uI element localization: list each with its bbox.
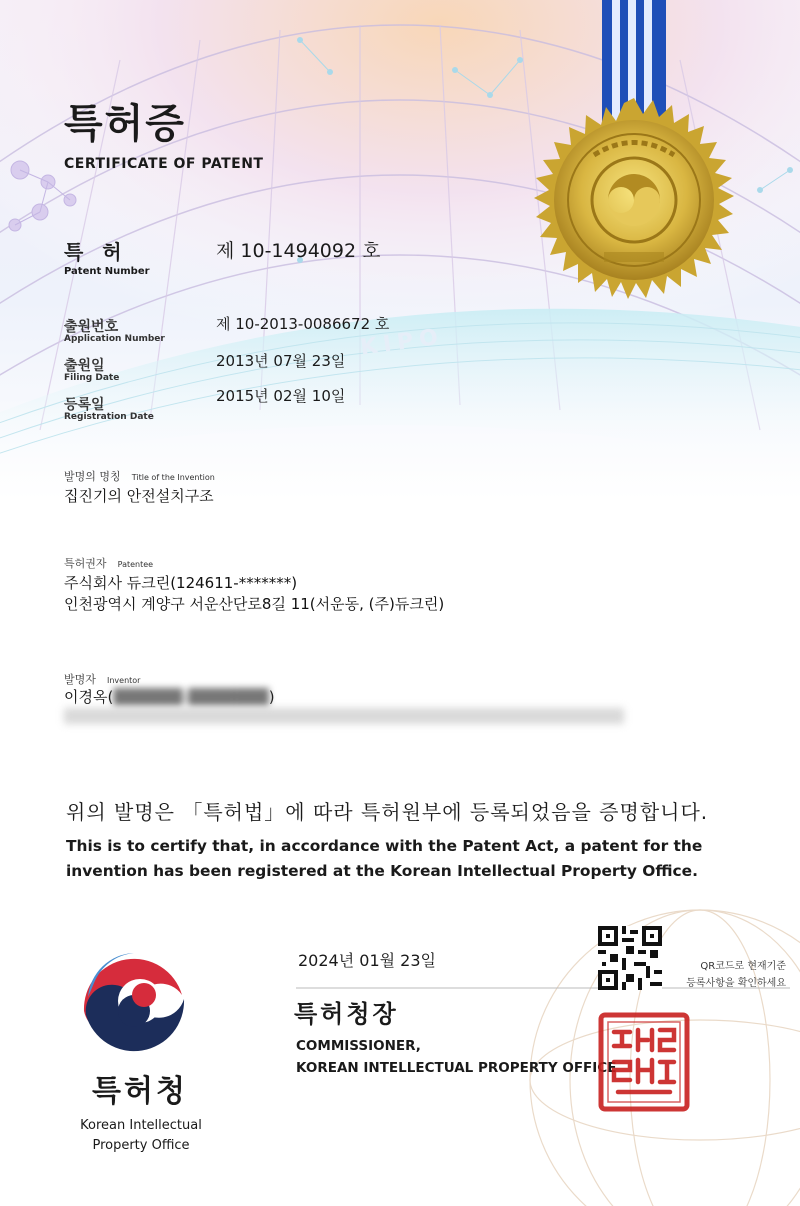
- issue-date: 2024년 01월 23일: [298, 951, 436, 970]
- official-red-stamp: [598, 1012, 690, 1112]
- certification-text-ko: 위의 발명은 「특허법」에 따라 특허원부에 등록되었음을 증명합니다.: [66, 800, 709, 824]
- office-en-line1: Korean Intellectual: [80, 1118, 202, 1133]
- filing-date-value: 2013년 07월 23일: [216, 352, 346, 370]
- commissioner-en-line1: COMMISSIONER,: [296, 1038, 421, 1054]
- qr-note: [660, 958, 786, 992]
- office-name-en: [66, 1116, 216, 1156]
- registration-date-value: 2015년 02월 10일: [216, 387, 346, 405]
- invention-label-ko: 발명의 명칭: [64, 470, 121, 483]
- inventor-label-en: Inventor: [106, 676, 141, 685]
- patentee-name: 주식회사 듀크린(124611-*******): [64, 574, 298, 592]
- invention-label: [64, 465, 215, 484]
- kipo-watermark: KIPO: [358, 324, 446, 361]
- commissioner-title-ko: 특허청장: [294, 1000, 399, 1028]
- qr-code-icon: [598, 926, 662, 990]
- certificate-title-en: CERTIFICATE OF PATENT: [64, 156, 264, 172]
- redacted-inventor-address: [64, 708, 624, 724]
- certificate-title-ko: 특허증: [64, 101, 186, 147]
- qr-note-line2: 등록사항을 확인하세요: [686, 978, 786, 989]
- application-number-value: 제 10-2013-0086672 호: [216, 315, 390, 333]
- invention-label-en: Title of the Invention: [131, 473, 215, 482]
- filing-date-label-en: Filing Date: [64, 373, 120, 383]
- patentee-label: [64, 552, 153, 571]
- certification-en-line2: invention has been registered at the Korean Intellectual Property Office.: [66, 862, 698, 880]
- redacted-inventor-id: ██████-███████: [113, 688, 269, 706]
- inventor-name: 이경옥(██████-███████): [64, 688, 275, 706]
- qr-note-line1: QR코드로 현재기준: [700, 961, 786, 972]
- seal-stamp-icon: [598, 1012, 690, 1112]
- patentee-label-en: Patentee: [117, 560, 154, 569]
- certification-text-en: [66, 834, 766, 884]
- registration-date-label-en: Registration Date: [64, 412, 154, 422]
- patent-number-label-en: Patent Number: [64, 266, 150, 277]
- invention-title: 집진기의 안전설치구조: [64, 487, 214, 505]
- office-en-line2: Property Office: [92, 1138, 190, 1153]
- inventor-label: [64, 668, 140, 687]
- certification-en-line1: This is to certify that, in accordance with the Patent Act, a patent for the: [66, 837, 703, 855]
- commissioner-en-line2: KOREAN INTELLECTUAL PROPERTY OFFICE: [296, 1060, 617, 1076]
- filing-date-label-ko: 출원일: [64, 358, 105, 374]
- patent-number-label-ko: 특 허: [64, 240, 128, 264]
- inventor-label-ko: 발명자: [64, 673, 96, 686]
- application-number-label-ko: 출원번호: [64, 319, 119, 335]
- patent-number-value: 제 10-1494092 호: [216, 240, 381, 262]
- office-name-ko: 특허청: [92, 1074, 188, 1109]
- commissioner-title-en: [296, 1035, 616, 1079]
- qr-code[interactable]: [598, 926, 662, 990]
- registration-date-label-ko: 등록일: [64, 397, 105, 413]
- patentee-label-ko: 특허권자: [64, 557, 107, 570]
- patentee-address: 인천광역시 계양구 서운산단로8길 11(서운동, (주)듀크린): [64, 595, 445, 613]
- application-number-label-en: Application Number: [64, 334, 165, 344]
